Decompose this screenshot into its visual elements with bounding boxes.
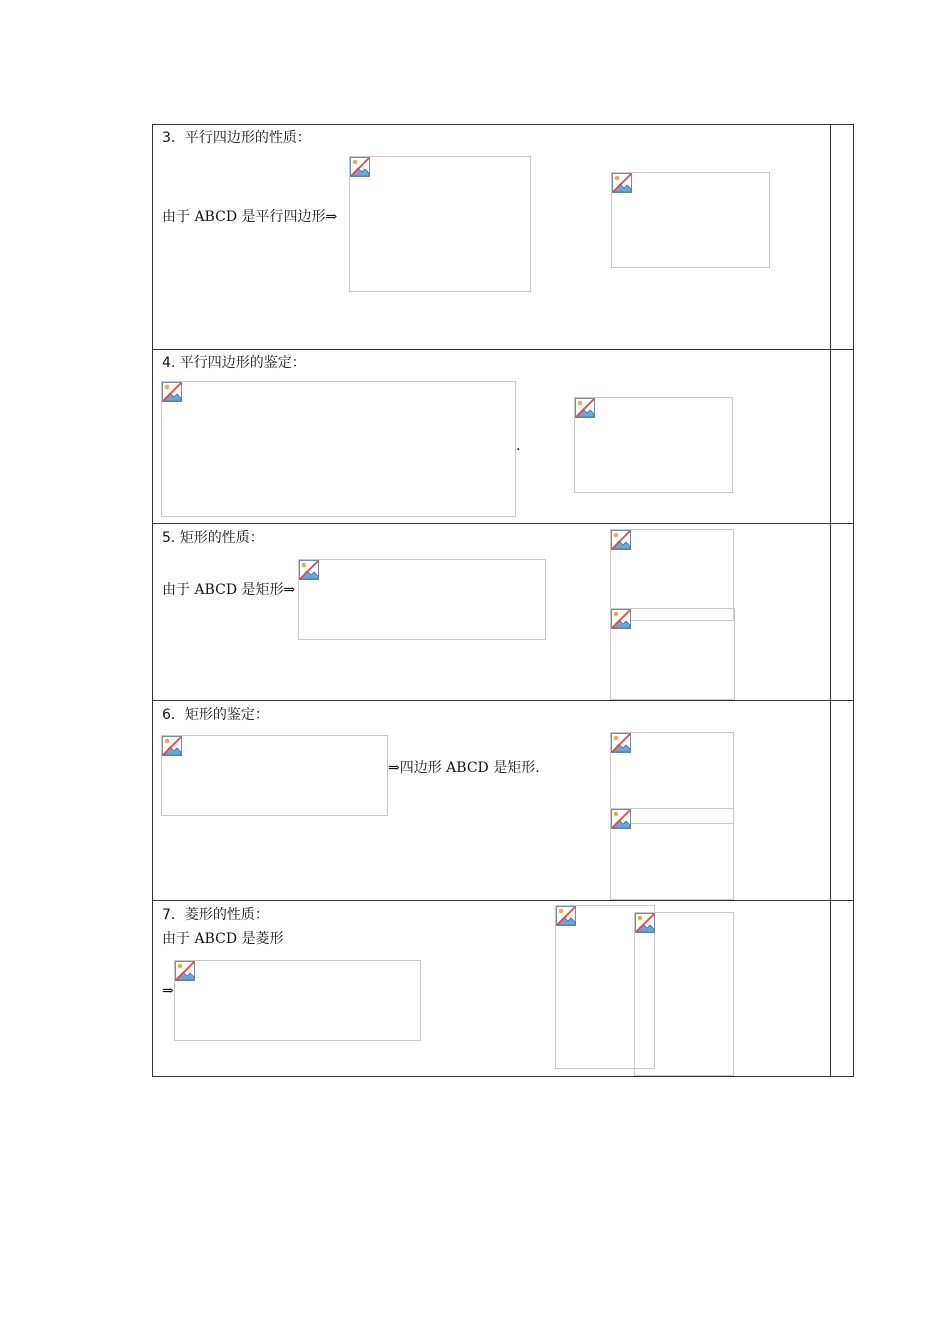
section-4-heading: 4. 平行四边形的鉴定： (162, 355, 306, 371)
section-5-heading: 5. 矩形的性质： (162, 530, 264, 546)
table-column-divider (830, 124, 831, 1077)
row-divider (152, 900, 854, 901)
section-7-heading: 7．菱形的性质： (162, 907, 269, 923)
row-divider (152, 523, 854, 524)
section-6-heading: 6．矩形的鉴定： (162, 707, 269, 723)
section-7-figure-3 (634, 912, 734, 1076)
section-5-figure-3 (610, 608, 735, 700)
broken-image-icon (611, 530, 631, 550)
section-3-text: 由于 ABCD 是平行四边形⇒ (162, 209, 338, 225)
broken-image-icon (556, 906, 576, 926)
section-4-period: . (516, 438, 521, 454)
section-7-arrow: ⇒ (162, 983, 174, 999)
broken-image-icon (635, 913, 655, 933)
section-5-text: 由于 ABCD 是矩形⇒ (162, 582, 296, 598)
row-divider (152, 700, 854, 701)
section-6-figure-3 (610, 808, 734, 900)
section-3-heading: 3．平行四边形的性质： (162, 130, 311, 146)
section-4-figure-2 (574, 397, 733, 493)
broken-image-icon (612, 173, 632, 193)
section-3-figure-1 (349, 156, 531, 292)
row-divider (152, 349, 854, 350)
section-7-figure-1 (174, 960, 421, 1041)
broken-image-icon (611, 809, 631, 829)
section-4-figure-1 (161, 381, 516, 517)
broken-image-icon (162, 382, 182, 402)
section-3-figure-2 (611, 172, 770, 268)
section-6-text: ⇒四边形 ABCD 是矩形. (388, 760, 540, 776)
broken-image-icon (299, 560, 319, 580)
section-5-figure-1 (298, 559, 546, 640)
broken-image-icon (162, 736, 182, 756)
broken-image-icon (575, 398, 595, 418)
section-7-text: 由于 ABCD 是菱形 (162, 931, 284, 947)
broken-image-icon (611, 609, 631, 629)
broken-image-icon (175, 961, 195, 981)
section-6-figure-1 (161, 735, 388, 816)
broken-image-icon (611, 733, 631, 753)
broken-image-icon (350, 157, 370, 177)
